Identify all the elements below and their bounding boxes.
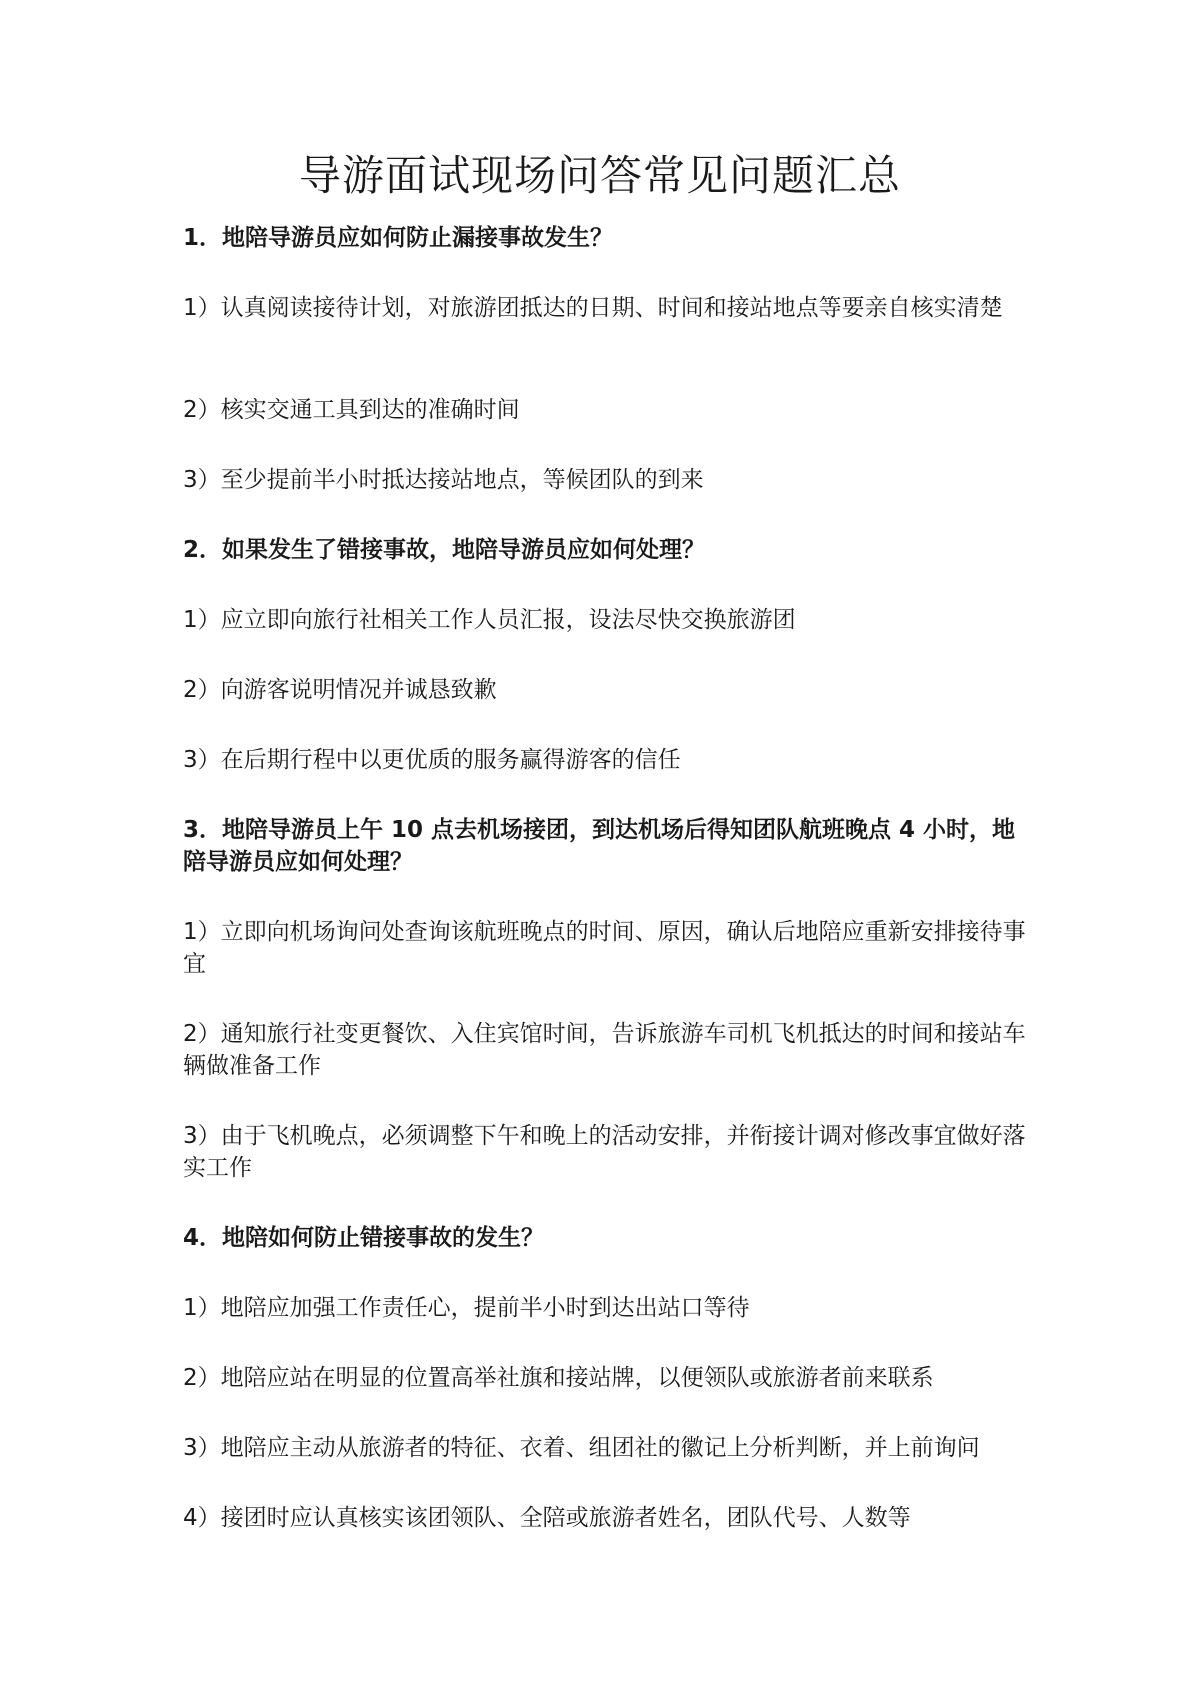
question-4: 4．地陪如何防止错接事故的发生？ [183,1225,545,1251]
question-2: 2．如果发生了错接事故，地陪导游员应如何处理？ [183,537,706,563]
question-1: 1．地陪导游员应如何防止漏接事故发生？ [183,225,614,251]
answer-3-2: 2）通知旅行社变更餐饮、入住宾馆时间，告诉旅游车司机飞机抵达的时间和接站车辆做准备工作 [183,1021,1026,1079]
document-title: 导游面试现场问答常见问题汇总 [298,151,901,200]
answer-4-4: 4）接团时应认真核实该团领队、全陪或旅游者姓名，团队代号、人数等 [183,1505,911,1531]
answer-1-3: 3）至少提前半小时抵达接站地点，等候团队的到来 [183,467,704,493]
answer-4-3: 3）地陪应主动从旅游者的特征、衣着、组团社的徽记上分析判断，并上前询问 [183,1435,980,1461]
answer-2-1: 1）应立即向旅行社相关工作人员汇报，设法尽快交换旅游团 [183,607,796,633]
answer-2-3: 3）在后期行程中以更优质的服务赢得游客的信任 [183,747,681,773]
answer-1-2: 2）核实交通工具到达的准确时间 [183,397,520,423]
answer-3-1: 1）立即向机场询问处查询该航班晚点的时间、原因，确认后地陪应重新安排接待事宜 [183,919,1026,977]
answer-3-3: 3）由于飞机晚点，必须调整下午和晚上的活动安排，并衔接计调对修改事宜做好落实工作 [183,1123,1026,1181]
question-3: 3．地陪导游员上午 10 点去机场接团，到达机场后得知团队航班晚点 4 小时，地陪导游员应如何处理？ [183,817,1016,875]
answer-4-2: 2）地陪应站在明显的位置高举社旗和接站牌，以便领队或旅游者前来联系 [183,1365,934,1391]
answer-2-2: 2）向游客说明情况并诚恳致歉 [183,677,497,703]
answer-4-1: 1）地陪应加强工作责任心，提前半小时到达出站口等待 [183,1295,750,1321]
answer-1-1: 1）认真阅读接待计划，对旅游团抵达的日期、时间和接站地点等要亲自核实清楚 [183,295,1003,321]
